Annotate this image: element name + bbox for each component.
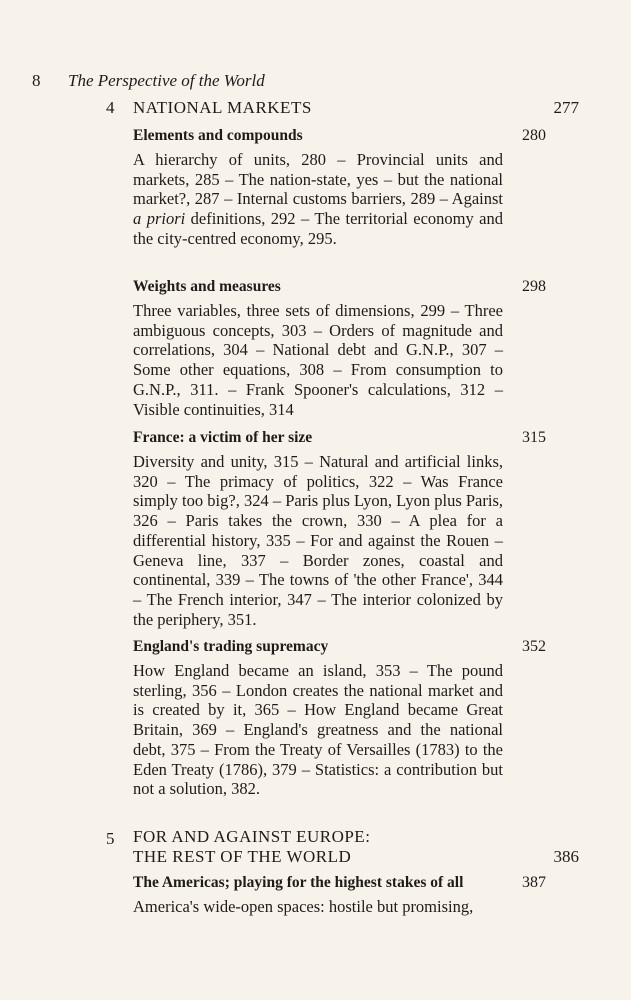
chapter-title: NATIONAL MARKETS — [133, 98, 312, 117]
section-elements-and-compounds — [133, 125, 546, 249]
section-body: Diversity and unity, 315 – Natural and artificial links, 320 – The primacy of politics, 322 – Was France simply too big?, 324 – Paris plus Lyon, Lyon plus Paris, 326 – Paris takes the crown, 330 – A plea for a differential history, 335 – For and against the Rouen –Geneva line, 337 – Border zones, coastal and continental, 339 – The towns of 'the other France', 344 – The French interior, 347 – The interior colonized by the periphery, 351. — [133, 452, 503, 629]
section-body: How England became an island, 353 – The pound sterling, 356 – London creates the national market and is created by it, 365 – How England became Great Britain, 369 – England's greatness and the national debt, 375 – From the Treaty of Versailles (1783) to the Eden Treaty (1786), 379 – Statistics: a contribution but not a solution, 382. — [133, 661, 503, 799]
chapter-page: 386 — [553, 847, 579, 866]
section-englands-trading-supremacy — [133, 636, 546, 799]
section-page: 387 — [522, 874, 546, 891]
section-heading: England's trading supremacy — [133, 638, 329, 655]
section-body: Three variables, three sets of dimensions, 299 – Three ambiguous concepts, 303 – Orders of magnitude and correlations, 304 – National debt and G.N.P., 307 – Some other equations, 308 – From consumption to G.N.P., 311. – Frank Spooner's calculations, 312 – Visible continuities, 314 — [133, 301, 503, 419]
section-france-a-victim-of-her-size — [133, 427, 546, 629]
section-heading: Weights and measures — [133, 278, 281, 295]
section-page: 280 — [522, 127, 546, 144]
section-body: A hierarchy of units, 280 – Provincial units and markets, 285 – The nation-state, yes – but the national market?, 287 – Internal customs barriers, 289 – Against a priori definitions, 292 – The territorial economy and the city-centred economy, 295. — [133, 150, 503, 248]
running-head — [32, 71, 265, 91]
section-weights-and-measures — [133, 276, 546, 419]
chapter-title-line-1: FOR AND AGAINST EUROPE: — [133, 827, 371, 846]
chapter-title-line-2: THE REST OF THE WORLD — [133, 847, 352, 866]
chapter-page: 277 — [553, 98, 579, 117]
page-number: 8 — [32, 71, 41, 90]
book-title: The Perspective of the World — [68, 71, 265, 90]
section-body: America's wide-open spaces: hostile but promising, — [133, 897, 474, 916]
section-heading: The Americas; playing for the highest stakes of all — [133, 874, 464, 891]
section-the-americas — [133, 872, 546, 917]
section-page: 298 — [522, 278, 546, 295]
section-page: 315 — [522, 429, 546, 446]
section-heading: Elements and compounds — [133, 127, 303, 144]
section-heading: France: a victim of her size — [133, 429, 313, 446]
chapter-number: 4 — [106, 98, 115, 117]
section-page: 352 — [522, 638, 546, 655]
chapter-number: 5 — [106, 829, 115, 848]
